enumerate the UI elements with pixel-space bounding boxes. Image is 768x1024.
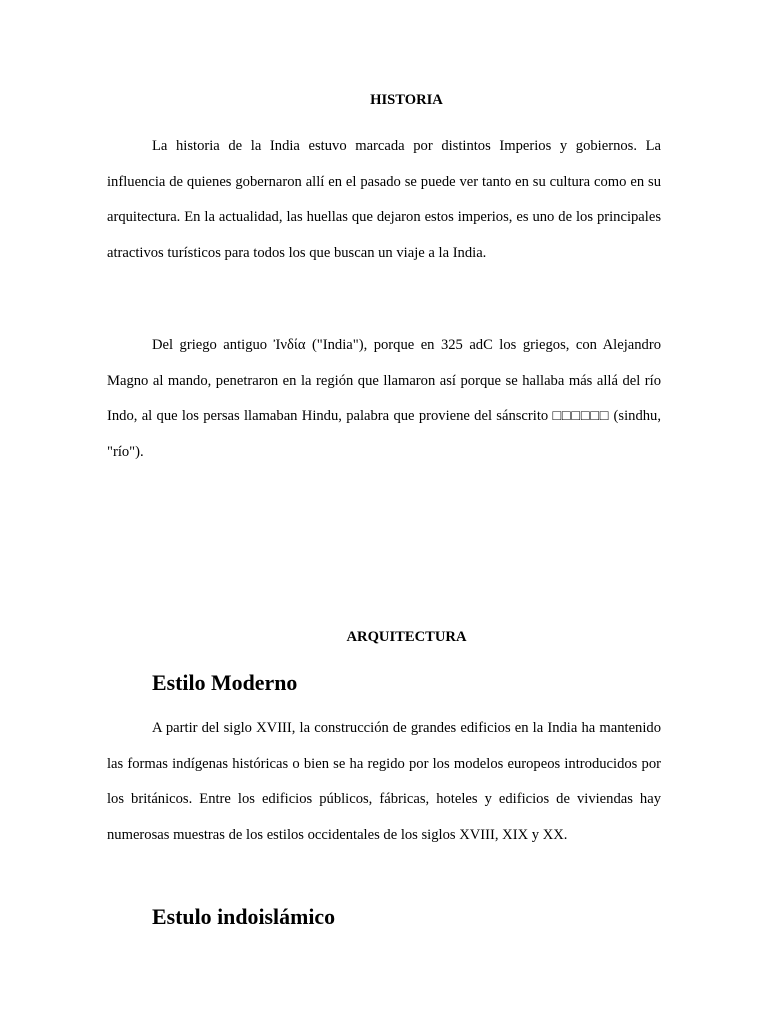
historia-paragraph-1: La historia de la India estuvo marcada por distintos Imperios y gobiernos. La influencia de quienes gobernaron allí en el pasado se puede ver tanto en su cultura como en su arquitectura. En la actualidad, las huellas que dejaron estos imperios, es uno de los principales atractivos turísticos para todos los que buscan un viaje a la India. [107, 138, 661, 261]
historia-paragraph-2: Del griego antiguo Ἰνδία ("India"), porque en 325 adC los griegos, con Alejandro Magno al mando, penetraron en la región que llamaron así porque se hallaba más allá del río Indo, al que los persas llamaban Hindu, palabra que proviene del sánscrito □□□□□□ (sindhu, "río"). [107, 337, 661, 460]
arquitectura-heading: ARQUITECTURA [346, 629, 467, 645]
estilo-indoislamico-subheading: Estulo indoislámico [152, 904, 336, 929]
historia-heading: HISTORIA [370, 92, 443, 108]
arquitectura-paragraph-1: A partir del siglo XVIII, la construcción de grandes edificios en la India ha mantenido las formas indígenas históricas o bien se ha regido por los modelos europeos introducidos por los británicos. Entre los edificios públicos, fábricas, hoteles y edificios de viviendas hay numerosas muestras de los estilos occidentales de los siglos XVIII, XIX y XX. [107, 720, 661, 843]
estilo-moderno-subheading: Estilo Moderno [152, 670, 298, 695]
